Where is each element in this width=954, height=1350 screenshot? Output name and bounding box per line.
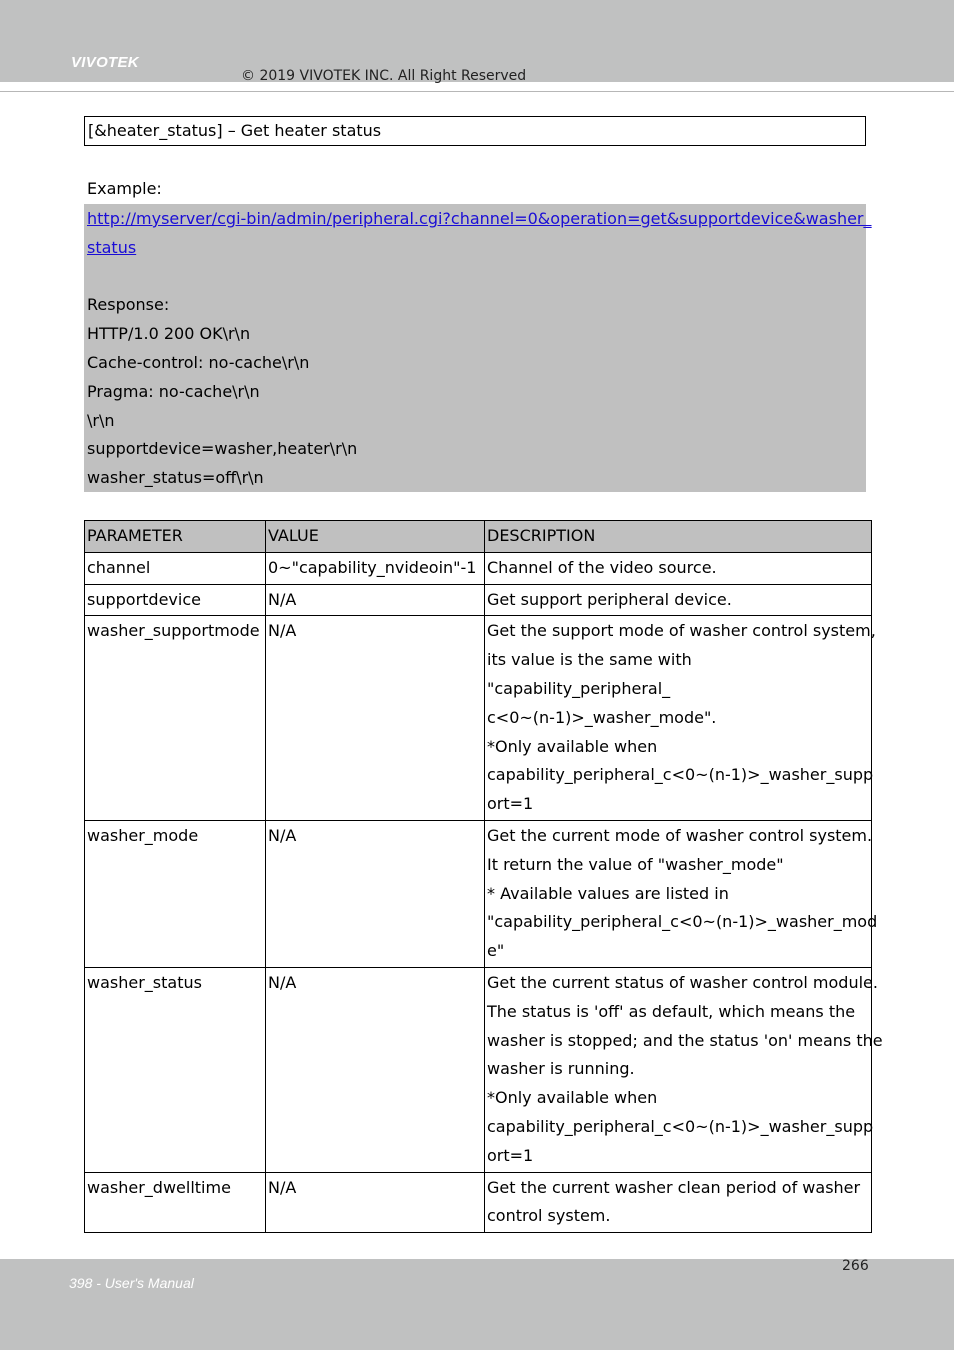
cell-description	[485, 820, 878, 967]
response-line: Cache-control: no-cache\r\n	[87, 353, 310, 372]
table-header-row	[85, 521, 872, 553]
cell-parameter: washer_supportmode	[85, 616, 266, 821]
cell-parameter: washer_mode	[85, 820, 266, 967]
column-header-parameter: PARAMETER	[85, 521, 266, 553]
brand-logo: VIVOTEK	[71, 54, 139, 71]
response-label: Response:	[87, 295, 170, 314]
column-header-value: VALUE	[266, 521, 485, 553]
description-line: washer is stopped; and the status 'on' means the	[487, 1030, 883, 1050]
cell-value: 0~"capability_nvideoin"-1	[266, 552, 485, 584]
cell-parameter: washer_status	[85, 967, 266, 1172]
description-line: The status is 'off' as default, which means the	[487, 1001, 856, 1021]
cell-value: N/A	[266, 616, 485, 821]
example-url-link[interactable]: http://myserver/cgi-bin/admin/peripheral.cgi?channel=0&operation=get&supportdevice&washer_	[87, 209, 872, 228]
description-line: Get the support mode of washer control system,	[487, 621, 876, 641]
description-line: capability_peripheral_c<0~(n-1)>_washer_supp	[487, 1116, 874, 1136]
cell-value: N/A	[266, 1172, 485, 1233]
description-line: Get the current washer clean period of washer	[487, 1177, 861, 1197]
header-divider	[0, 91, 954, 92]
description-line: Channel of the video source.	[487, 557, 717, 577]
description-line: its value is the same with	[487, 650, 692, 670]
cell-parameter: channel	[85, 552, 266, 584]
response-line: \r\n	[87, 411, 115, 430]
example-url-link-continued[interactable]: status	[87, 238, 137, 257]
cell-description	[485, 584, 872, 616]
description-line: ort=1	[487, 1145, 534, 1165]
table-row	[85, 552, 872, 584]
response-line: HTTP/1.0 200 OK\r\n	[87, 324, 251, 343]
description-line: * Available values are listed in	[487, 883, 729, 903]
description-line: Get support peripheral device.	[487, 589, 732, 609]
description-line: *Only available when	[487, 1088, 658, 1108]
description-line: "capability_peripheral_c<0~(n-1)>_washer_mod	[487, 912, 878, 932]
table-row	[85, 967, 872, 1172]
example-label: Example:	[87, 179, 162, 198]
page-number: 266	[842, 1258, 869, 1274]
table-row	[85, 820, 872, 967]
cell-value: N/A	[266, 967, 485, 1172]
cell-description	[485, 552, 872, 584]
description-line: "capability_peripheral_	[487, 678, 671, 698]
response-line: supportdevice=washer,heater\r\n	[87, 439, 358, 458]
cell-description	[485, 616, 876, 821]
cell-description	[485, 967, 883, 1172]
section-title-box	[84, 116, 866, 146]
manual-label: 398 - User's Manual	[69, 1275, 194, 1291]
table-row	[85, 616, 872, 821]
page-footer	[0, 1259, 954, 1350]
copyright-text: © 2019 VIVOTEK INC. All Right Reserved	[241, 68, 527, 84]
description-line: capability_peripheral_c<0~(n-1)>_washer_supp	[487, 765, 874, 785]
section-title: [&heater_status] – Get heater status	[88, 121, 382, 140]
description-line: ort=1	[487, 794, 534, 814]
description-line: *Only available when	[487, 736, 658, 756]
response-line: washer_status=off\r\n	[87, 468, 264, 487]
table-row	[85, 1172, 872, 1233]
description-line: Get the current mode of washer control system.	[487, 825, 873, 845]
cell-parameter: washer_dwelltime	[85, 1172, 266, 1233]
response-line: Pragma: no-cache\r\n	[87, 382, 260, 401]
parameter-table	[84, 520, 883, 1233]
cell-parameter: supportdevice	[85, 584, 266, 616]
description-line: Get the current status of washer control module.	[487, 972, 878, 992]
example-code-block	[84, 204, 872, 492]
description-line: It return the value of "washer_mode"	[487, 854, 784, 874]
cell-value: N/A	[266, 584, 485, 616]
table-row	[85, 584, 872, 616]
cell-description	[485, 1172, 872, 1233]
cell-value: N/A	[266, 820, 485, 967]
description-line: c<0~(n-1)>_washer_mode".	[487, 707, 717, 727]
description-line: washer is running.	[487, 1059, 635, 1079]
description-line: e"	[487, 941, 505, 961]
column-header-description: DESCRIPTION	[485, 521, 872, 553]
description-line: control system.	[487, 1206, 611, 1226]
